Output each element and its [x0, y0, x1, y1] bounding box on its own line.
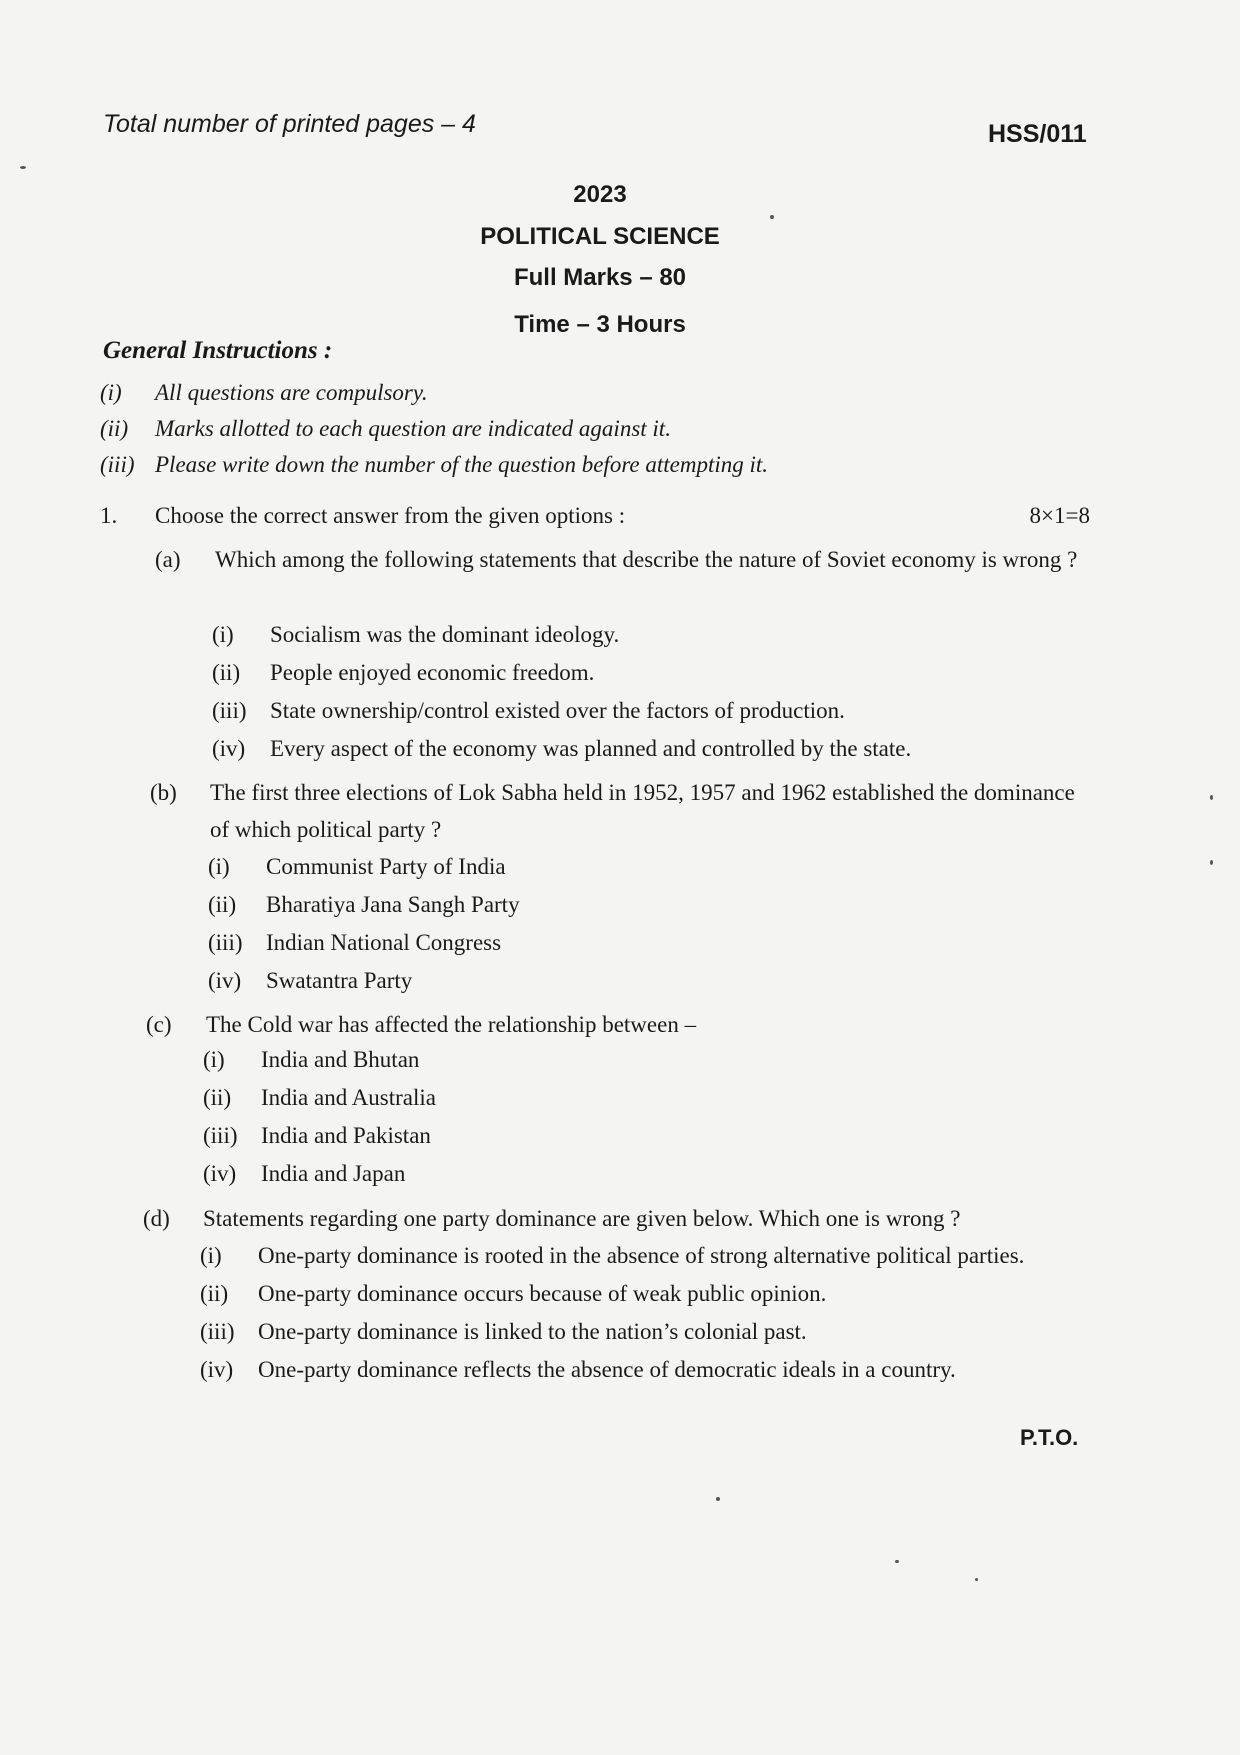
option-number: (ii) [208, 892, 237, 917]
instruction-text: Please write down the number of the question before attempting it. [155, 452, 769, 477]
option-number: (iv) [203, 1161, 237, 1186]
option-number: (iii) [203, 1123, 238, 1148]
option-number: (i) [208, 854, 230, 879]
option-text: India and Australia [261, 1085, 437, 1110]
question-part-c [146, 1006, 1086, 1043]
scan-speck [716, 1497, 720, 1501]
option-item [200, 1357, 956, 1383]
question-part-d [143, 1200, 1103, 1237]
instruction-item [100, 452, 768, 478]
subject-title: POLITICAL SCIENCE [480, 223, 720, 250]
option-text: People enjoyed economic freedom. [270, 660, 595, 685]
option-number: (iii) [200, 1319, 235, 1344]
option-item [200, 1281, 826, 1307]
option-text: India and Pakistan [261, 1123, 431, 1148]
option-number: (ii) [212, 660, 241, 685]
option-item [203, 1047, 419, 1073]
option-number: (iv) [200, 1357, 234, 1382]
option-text: India and Japan [261, 1161, 406, 1186]
option-item [212, 660, 594, 686]
option-text: Swatantra Party [266, 968, 413, 993]
option-item [208, 892, 520, 918]
part-label: (a) [155, 547, 181, 572]
option-text: India and Bhutan [261, 1047, 420, 1072]
option-item [212, 698, 845, 724]
option-number: (ii) [203, 1085, 232, 1110]
option-text: Bharatiya Jana Sangh Party [266, 892, 520, 917]
printed-pages-note: Total number of printed pages – 4 [103, 110, 476, 138]
instruction-text: Marks allotted to each question are indicated against it. [155, 416, 671, 441]
option-text: One-party dominance occurs because of weak public opinion. [258, 1281, 827, 1306]
option-number: (iv) [212, 736, 246, 761]
option-text: State ownership/control existed over the factors of production. [270, 698, 845, 723]
instructions-heading: General Instructions : [103, 337, 333, 364]
full-marks: Full Marks – 80 [513, 264, 687, 291]
option-text: Communist Party of India [266, 854, 506, 879]
option-text: Socialism was the dominant ideology. [270, 622, 620, 647]
option-item [203, 1161, 405, 1187]
part-label: (b) [150, 780, 177, 805]
question-part-b [150, 774, 1090, 848]
option-text: Indian National Congress [266, 930, 502, 955]
scan-speck [770, 215, 774, 219]
option-number: (ii) [200, 1281, 229, 1306]
option-number: (iii) [212, 698, 247, 723]
option-number: (i) [212, 622, 234, 647]
option-number: (iv) [208, 968, 242, 993]
part-text: The first three elections of Lok Sabha held in 1952, 1957 and 1962 established the dominance of which political party ? [210, 780, 1075, 842]
question-text: Choose the correct answer from the given options : [155, 503, 626, 528]
instruction-item [100, 380, 428, 406]
scan-speck [1210, 860, 1213, 865]
option-item [200, 1319, 807, 1345]
scan-speck [975, 1578, 978, 1581]
option-text: Every aspect of the economy was planned and controlled by the state. [270, 736, 912, 761]
paper-code: HSS/011 [988, 120, 1087, 148]
scan-speck [20, 166, 26, 169]
part-text: Which among the following statements that describe the nature of Soviet economy is wrong ? [215, 547, 1078, 572]
option-item [203, 1085, 436, 1111]
question-1 [100, 503, 1090, 529]
option-item [208, 968, 412, 994]
instruction-item [100, 416, 671, 442]
time-allowed: Time – 3 Hours [514, 311, 686, 338]
please-turn-over: P.T.O. [1020, 1425, 1079, 1450]
option-text: One-party dominance is linked to the nation’s colonial past. [258, 1319, 807, 1344]
part-label: (d) [143, 1206, 170, 1231]
option-item [203, 1123, 431, 1149]
option-text: One-party dominance is rooted in the absence of strong alternative political parties. [258, 1243, 1025, 1268]
instruction-number: (iii) [100, 452, 135, 477]
option-item [212, 736, 911, 762]
option-number: (iii) [208, 930, 243, 955]
option-item [208, 854, 506, 880]
question-number: 1. [100, 503, 118, 528]
option-item [208, 930, 501, 956]
exam-year: 2023 [573, 181, 627, 208]
question-marks: 8×1=8 [1029, 503, 1090, 528]
instruction-text: All questions are compulsory. [155, 380, 428, 405]
question-part-a [155, 541, 1095, 578]
scan-speck [895, 1560, 899, 1563]
part-label: (c) [146, 1012, 172, 1037]
option-number: (i) [200, 1243, 222, 1268]
instruction-number: (ii) [100, 416, 129, 441]
option-text: One-party dominance reflects the absence of democratic ideals in a country. [258, 1357, 956, 1382]
option-item [212, 622, 619, 648]
scan-speck [1210, 795, 1213, 800]
part-text: Statements regarding one party dominance are given below. Which one is wrong ? [203, 1206, 961, 1231]
option-item [200, 1243, 1024, 1269]
option-number: (i) [203, 1047, 225, 1072]
instruction-number: (i) [100, 380, 122, 405]
part-text: The Cold war has affected the relationship between – [206, 1012, 697, 1037]
